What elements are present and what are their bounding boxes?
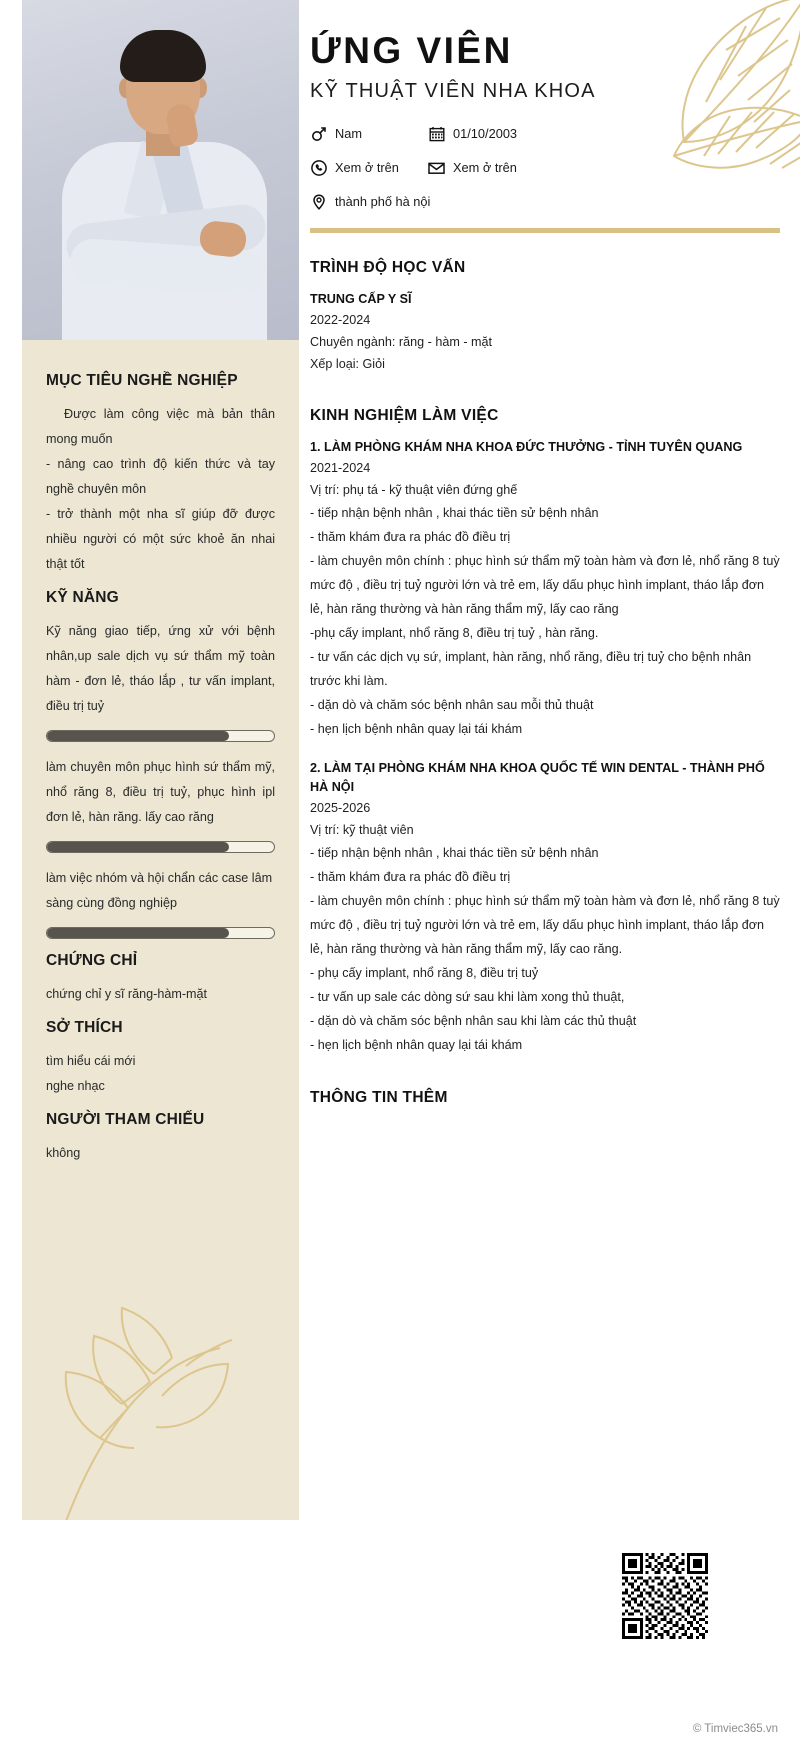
contact-email[interactable] [428,159,517,176]
skill-progress-fill [47,928,229,938]
experience-detail: -phụ cấy implant, nhổ răng 8, điều trị tuỷ , hàn răng. [310,626,599,641]
experience-detail: - tiếp nhận bệnh nhân , khai thác tiền sử bệnh nhân [310,846,599,861]
contact-address [310,193,430,210]
section-title-certificates: CHỨNG CHỈ [46,952,138,969]
calendar-icon [428,125,445,142]
section-title-skills: KỸ NĂNG [46,589,119,606]
section-certificates [46,952,275,1007]
skill-progress-bar [46,927,275,939]
experience-company: 2. LÀM TẠI PHÒNG KHÁM NHA KHOA QUỐC TẾ WIN DENTAL - THÀNH PHỐ HÀ NỘI [310,761,765,795]
contact-info [310,125,780,210]
education-entry [310,290,780,375]
watermark: © Timviec365.vn [692,1723,778,1735]
section-skills [46,589,275,939]
section-title-experience: KINH NGHIỆM LÀM VIỆC [310,407,499,425]
skill-progress-bar [46,841,275,853]
section-title-education: TRÌNH ĐỘ HỌC VẤN [310,259,466,277]
gender-icon [310,125,327,142]
skill-progress-bar [46,730,275,742]
contact-gender [310,125,428,142]
section-education [310,259,780,375]
experience-detail: - làm chuyên môn chính : phục hình sứ thẩm mỹ toàn hàm và đơn lẻ, nhổ răng 8 tuỳ mức độ , điều trị tuỷ người lớn và trẻ em, lấy dấu phục hình implant, tháo lắp đơn lẻ, hàn răng thường và hàn răng thẩm mỹ, lấy cao răng. [310,894,780,957]
main-sections [310,233,780,1107]
job-title: KỸ THUẬT VIÊN NHA KHOA [310,80,596,103]
skill-item [46,866,275,939]
objective-line: - trở thành một nha sĩ giúp đỡ được nhiều người có một sức khoẻ ăn nhai thật tốt [46,507,275,571]
hobby-line: tìm hiểu cái mới [46,1054,136,1068]
skill-progress-fill [47,842,229,852]
certificate-line: chứng chỉ y sĩ răng-hàm-mặt [46,987,208,1001]
experience-detail: - dặn dò và chăm sóc bệnh nhân sau khi làm các thủ thuật [310,1014,637,1029]
hobby-line: nghe nhạc [46,1079,105,1093]
gold-divider [310,228,780,233]
experience-period: 2025-2026 [310,801,371,816]
contact-row [310,159,780,176]
section-title-hobbies: SỞ THÍCH [46,1019,123,1036]
education-name: TRUNG CẤP Y SĨ [310,292,412,307]
contact-phone[interactable] [310,159,428,176]
skill-label: làm việc nhóm và hội chẩn các case lâm sàng cùng đồng nghiệp [46,871,273,910]
contact-row [310,193,780,210]
section-title-objective: MỤC TIÊU NGHỀ NGHIỆP [46,372,238,389]
education-detail: Xếp loại: Giỏi [310,357,385,372]
contact-birthday-value: 01/10/2003 [453,126,518,142]
contact-birthday [428,125,517,142]
skill-item [46,619,275,742]
section-title-references: NGƯỜI THAM CHIẾU [46,1111,205,1128]
experience-detail: - dặn dò và chăm sóc bệnh nhân sau mỗi thủ thuật [310,698,594,713]
qr-code [622,1553,708,1639]
main-column [310,0,780,1120]
contact-row [310,125,780,142]
objective-line: Được làm công việc mà bản thân mong muốn [46,407,275,446]
experience-detail: - tư vấn các dịch vụ sứ, implant, hàn răng, nhổ răng, điều trị tuỷ cho bệnh nhân trước khi làm. [310,650,752,689]
experience-entry [310,759,780,1057]
experience-period: 2021-2024 [310,461,371,476]
cv-header [310,0,780,233]
contact-gender-value: Nam [335,126,363,142]
section-experience [310,407,780,1057]
section-references [46,1111,275,1166]
email-icon [428,159,445,176]
experience-detail: - phụ cấy implant, nhổ răng 8, điều trị tuỷ [310,966,539,981]
experience-company: 1. LÀM PHÒNG KHÁM NHA KHOA ĐỨC THƯỞNG - TỈNH TUYÊN QUANG [310,440,743,455]
skill-label: làm chuyên môn phục hình sứ thẩm mỹ, nhổ răng 8, điều trị tuỷ, phục hình ipl đơn lẻ, hàn răng. lấy cao răng [46,760,275,824]
experience-detail: - làm chuyên môn chính : phục hình sứ thẩm mỹ toàn hàm và đơn lẻ, nhổ răng 8 tuỳ mức độ , điều trị tuỷ người lớn và trẻ em, lấy dấu phục hình implant, tháo lắp đơn lẻ, hàn răng thường và hàn răng thẩm mỹ, lấy cao răng [310,554,780,617]
education-detail: Chuyên ngành: răng - hàm - mặt [310,335,493,350]
skill-label: Kỹ năng giao tiếp, ứng xử với bệnh nhân,up sale dịch vụ sứ thẩm mỹ toàn hàm - đơn lẻ, tháo lắp , tư vấn implant, điều trị tuỷ [46,624,275,713]
experience-position: Vị trí: phụ tá - kỹ thuật viên đứng ghế [310,483,518,498]
phone-icon [310,159,327,176]
skill-progress-fill [47,731,229,741]
contact-address-value: thành phố hà nội [335,194,431,210]
section-objective [46,372,275,577]
experience-detail: - tiếp nhận bệnh nhân , khai thác tiền sử bệnh nhân [310,506,599,521]
experience-detail: - thăm khám đưa ra phác đồ điều trị [310,870,511,885]
page-title: ỨNG VIÊN [310,30,513,71]
location-pin-icon [310,193,327,210]
education-period: 2022-2024 [310,313,371,328]
contact-email-value: Xem ở trên [453,160,517,176]
skill-item [46,755,275,853]
leaf-decoration-bottom-left [42,1300,232,1520]
candidate-photo [22,0,299,340]
contact-phone-value: Xem ở trên [335,160,399,176]
experience-detail: - hẹn lịch bệnh nhân quay lại tái khám [310,722,523,737]
experience-detail: - hẹn lịch bệnh nhân quay lại tái khám [310,1038,523,1053]
experience-detail: - tư vấn up sale các dòng sứ sau khi làm xong thủ thuật, [310,990,625,1005]
experience-entry [310,438,780,741]
experience-position: Vị trí: kỹ thuật viên [310,823,414,838]
section-hobbies [46,1019,275,1099]
objective-line: - nâng cao trình độ kiến thức và tay nghề chuyên môn [46,457,275,496]
reference-line: không [46,1146,81,1160]
experience-detail: - thăm khám đưa ra phác đồ điều trị [310,530,511,545]
section-additional-info [310,1089,780,1107]
section-title-additional: THÔNG TIN THÊM [310,1089,448,1107]
sidebar [22,0,299,1520]
